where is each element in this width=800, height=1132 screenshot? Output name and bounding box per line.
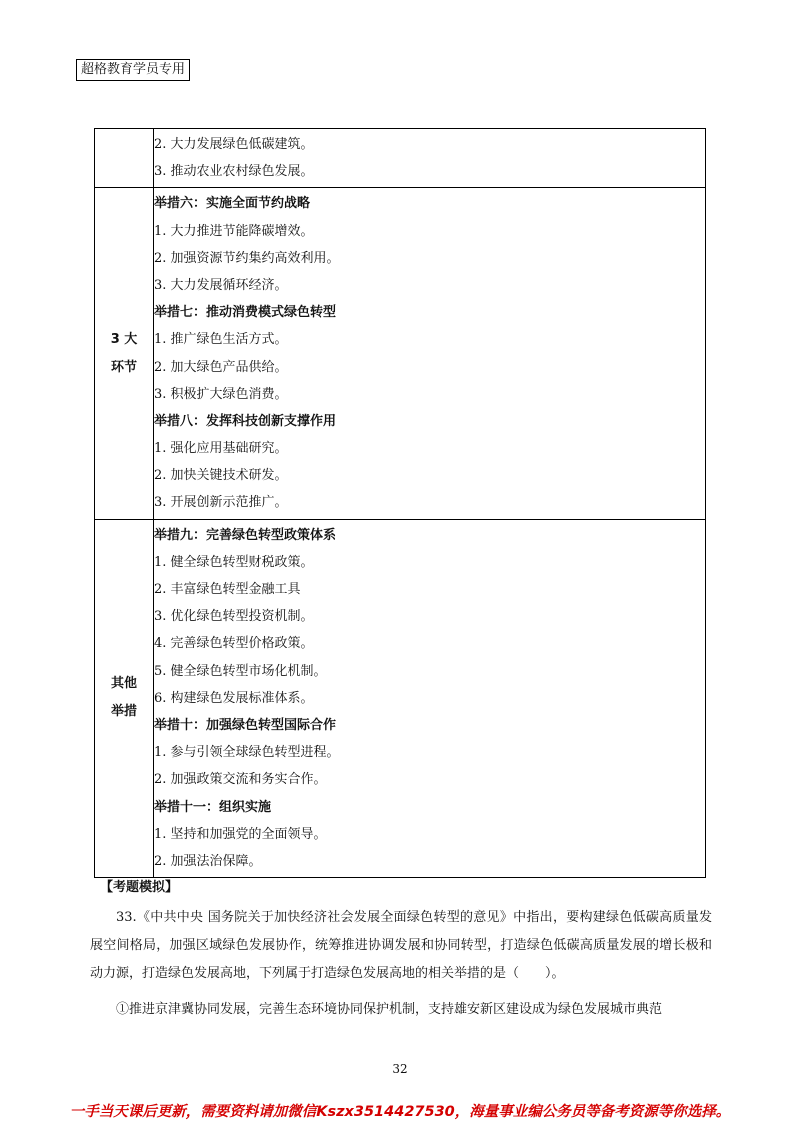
measure-heading: 举措六：实施全面节约战略 [154,196,311,212]
measure-item: 3. 优化绿色转型投资机制。 [154,609,314,625]
measure-item: 1. 强化应用基础研究。 [154,441,288,457]
measure-item: 3. 开展创新示范推广。 [154,495,288,511]
category-label: 举措 [110,704,137,720]
measure-heading: 举措七：推动消费模式绿色转型 [154,305,337,321]
measure-item: 1. 推广绿色生活方式。 [154,332,288,348]
measure-item: 2. 大力发展绿色低碳建筑。 [154,137,314,152]
measure-item: 3. 推动农业农村绿色发展。 [154,164,314,180]
measure-heading: 举措九：完善绿色转型政策体系 [154,527,337,543]
exam-option-1: ①推进京津冀协同发展，完善生态环境协同保护机制，支持雄安新区建设成为绿色发展城市典范 [116,1002,663,1017]
content-cell [154,129,706,188]
measure-item: 5. 健全绿色转型市场化机制。 [154,663,327,679]
measure-heading: 举措十：加强绿色转型国际合作 [154,717,337,733]
measure-heading: 举措八：发挥科技创新支撑作用 [154,413,337,429]
measure-item: 6. 构建绿色发展标准体系。 [154,690,314,706]
measure-item: 3. 积极扩大绿色消费。 [154,386,288,402]
measure-item: 2. 加大绿色产品供给。 [154,359,288,375]
table-row [95,519,706,877]
measure-item: 3. 大力发展循环经济。 [154,277,288,293]
category-label: 3 大 [110,331,138,347]
measure-item: 2. 丰富绿色转型金融工具 [154,582,301,597]
category-label: 环节 [110,359,137,375]
measures-table [94,128,706,878]
measure-item: 2. 加快关键技术研发。 [154,468,288,484]
measure-item: 1. 坚持和加强党的全面领导。 [154,826,327,842]
table-row [95,129,706,188]
category-cell [95,188,154,519]
exam-question: 33.《中共中央 国务院关于加快经济社会发展全面绿色转型的意见》中指出，要构建绿色低碳高质量发展空间格局，加强区域绿色发展协作，统筹推进协调发展和协同转型，打造绿色低碳高质量发展的增长极和动力源，打造绿色发展高地，下列属于打造绿色发展高地的相关举措的是（ ）。 [90,910,712,981]
measure-item: 1. 大力推进节能降碳增效。 [154,223,314,239]
measure-item: 1. 健全绿色转型财税政策。 [154,554,314,570]
exam-section-title: 【考题模拟】 [100,880,179,895]
measure-heading: 举措十一：组织实施 [154,799,272,815]
category-cell [95,129,154,188]
measure-item: 2. 加强法治保障。 [154,853,262,869]
category-label: 其他 [110,676,137,692]
content-cell [154,188,706,519]
measure-item: 2. 加强资源节约集约高效利用。 [154,250,340,266]
table-row [95,188,706,519]
measure-item: 4. 完善绿色转型价格政策。 [154,636,314,652]
header-tag: 超格教育学员专用 [76,59,190,81]
footer-banner: 一手当天课后更新，需要资料请加微信Kszx3514427530，海量事业编公务员等备考资源等你选择。 [69,1104,731,1120]
page-number: 32 [392,1062,408,1076]
measure-item: 1. 参与引领全球绿色转型进程。 [154,745,340,761]
category-cell [95,519,154,877]
content-cell [154,519,706,877]
measure-item: 2. 加强政策交流和务实合作。 [154,772,327,788]
